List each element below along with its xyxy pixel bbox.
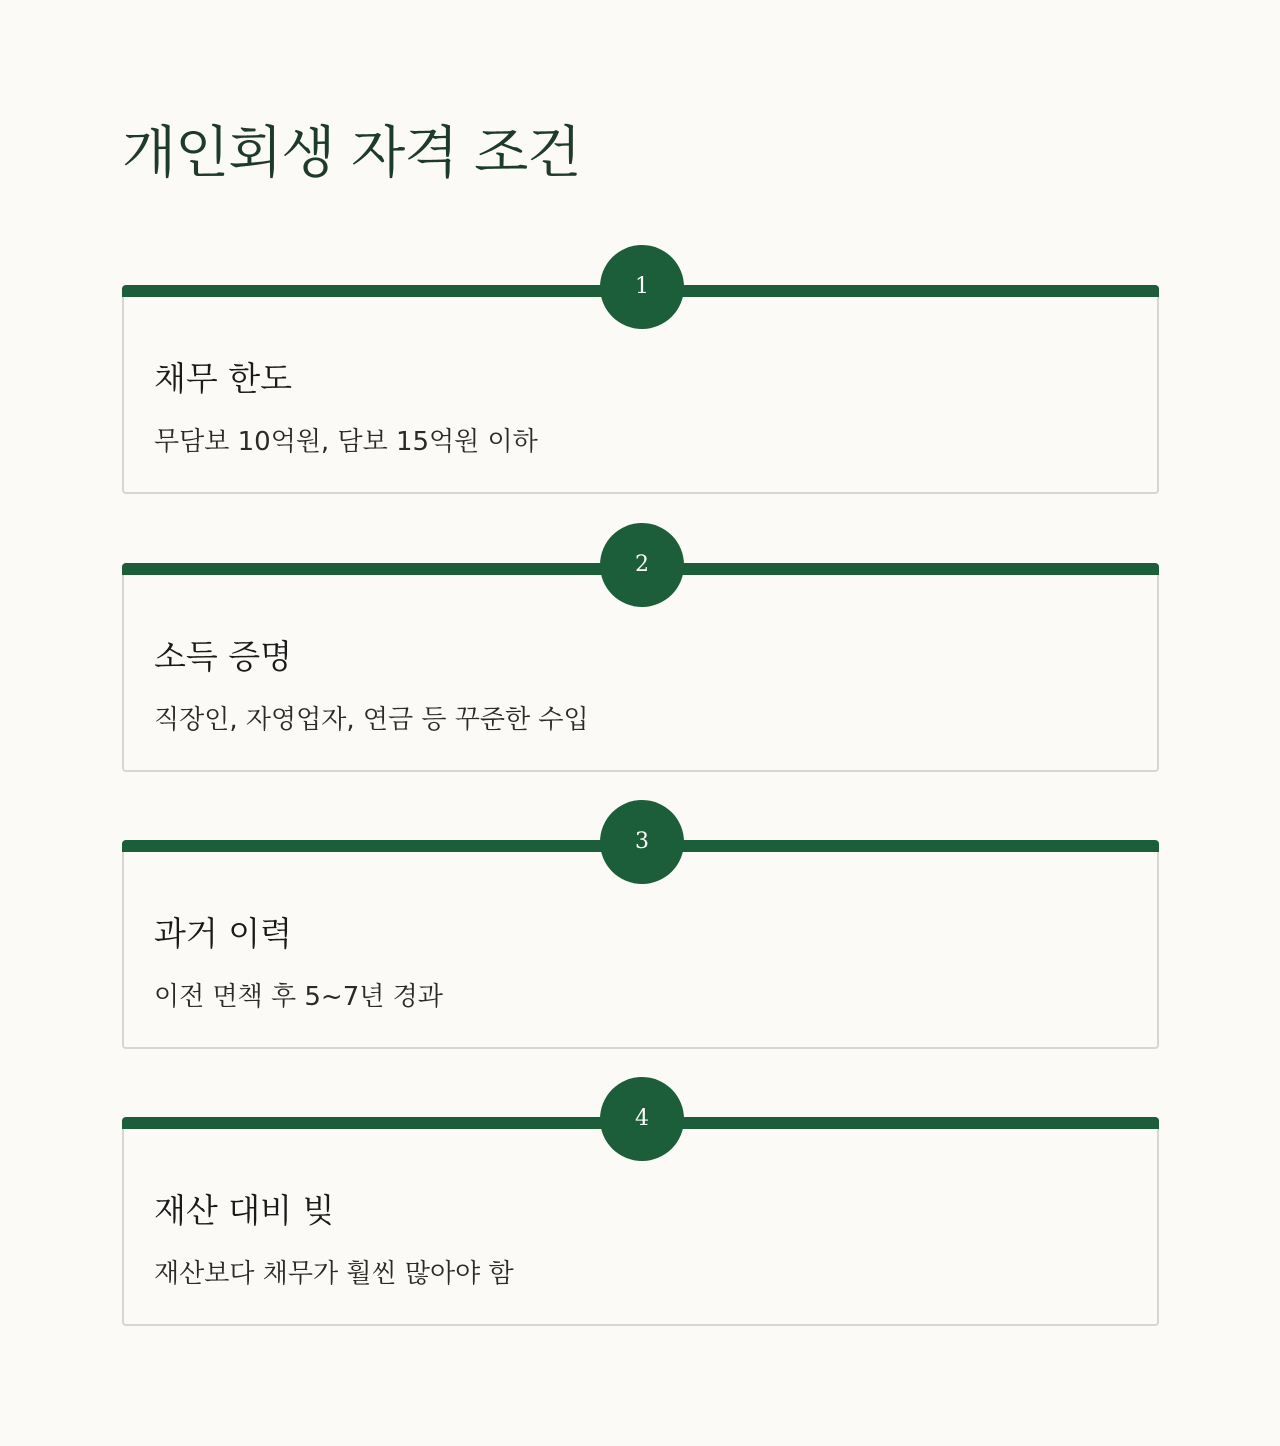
card-title: 채무 한도 — [154, 359, 293, 398]
step-number-badge: 1 — [600, 245, 684, 329]
step-number-badge: 3 — [600, 800, 684, 884]
step-number-badge: 4 — [600, 1077, 684, 1161]
page-title: 개인회생 자격 조건 — [122, 121, 581, 186]
card-description: 무담보 10억원, 담보 15억원 이하 — [154, 427, 538, 457]
requirement-card-past-history — [122, 829, 1159, 1049]
requirement-card-debt-limit — [122, 274, 1159, 494]
card-title: 소득 증명 — [154, 637, 293, 676]
card-description: 재산보다 채무가 훨씬 많아야 함 — [154, 1259, 514, 1289]
requirement-card-income-proof — [122, 552, 1159, 772]
card-title: 과거 이력 — [154, 914, 293, 953]
card-title: 재산 대비 빚 — [154, 1191, 335, 1230]
requirement-card-assets-vs-debt — [122, 1106, 1159, 1326]
card-description: 직장인, 자영업자, 연금 등 꾸준한 수입 — [154, 705, 589, 735]
step-number-badge: 2 — [600, 523, 684, 607]
card-description: 이전 면책 후 5~7년 경과 — [154, 982, 443, 1012]
